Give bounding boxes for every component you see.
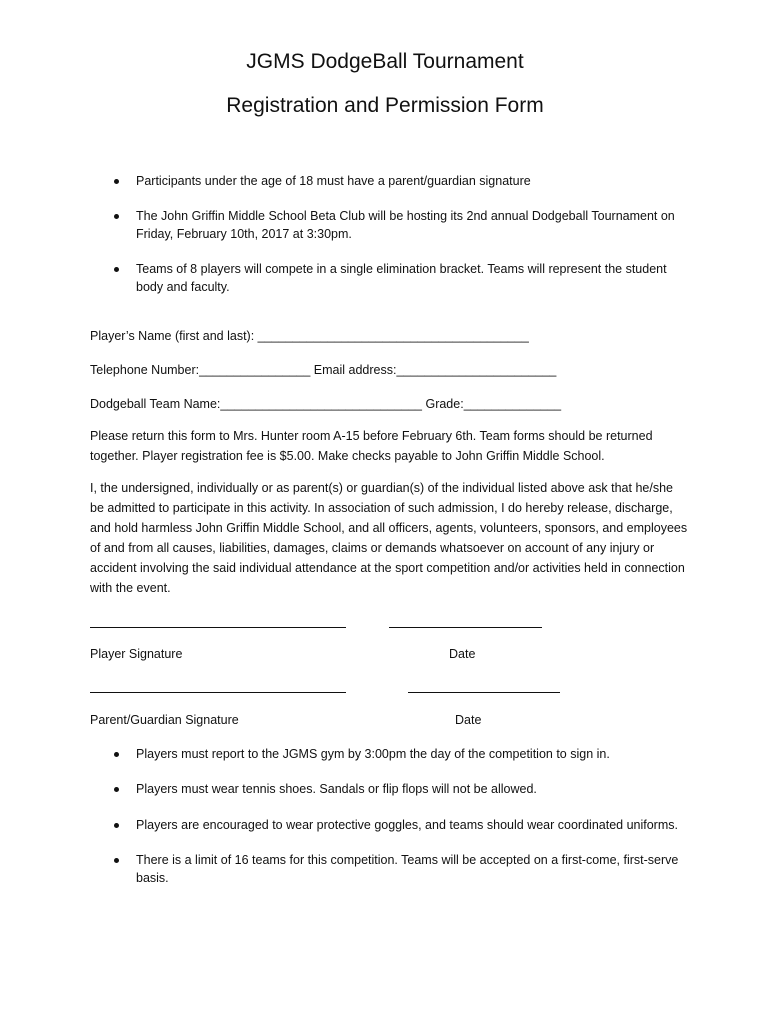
bullet-text: Players are encouraged to wear protective goggles, and teams should wear coordinated uniforms. [136, 818, 678, 832]
player-date-label: Date [449, 647, 476, 661]
bullet-icon [114, 179, 119, 184]
list-item [90, 260, 680, 296]
list-item [90, 745, 680, 763]
list-item [90, 780, 680, 798]
players-name-field[interactable]: Player’s Name (first and last): _______________________________________ [90, 329, 529, 343]
team-grade-field[interactable]: Dodgeball Team Name:_____________________________ Grade:______________ [90, 397, 562, 411]
bullet-icon [114, 267, 119, 272]
list-item [90, 851, 680, 887]
return-instructions: Please return this form to Mrs. Hunter room A-15 before February 6th. Team forms should be returned together. Player registration fee is $5.00. Make checks payable to John Griffin Middle School. [90, 429, 653, 463]
bullet-text: The John Griffin Middle School Beta Club will be hosting its 2nd annual Dodgeball Tournament on Friday, February 10th, 2017 at 3:30pm. [136, 209, 675, 241]
list-item [90, 207, 680, 243]
bullet-icon [114, 787, 119, 792]
rules-bullet-list [90, 745, 680, 887]
form-subtitle: Registration and Permission Form [226, 94, 544, 117]
player-signature-label: Player Signature [90, 647, 183, 661]
page-title: JGMS DodgeBall Tournament [246, 50, 524, 73]
bullet-icon [114, 752, 119, 757]
parent-signature-line[interactable] [90, 692, 346, 693]
parent-signature-label: Parent/Guardian Signature [90, 713, 239, 727]
bullet-text: There is a limit of 16 teams for this competition. Teams will be accepted on a first-come, first-serve basis. [136, 853, 679, 885]
player-signature-line[interactable] [90, 627, 346, 628]
bullet-icon [114, 823, 119, 828]
bullet-icon [114, 214, 119, 219]
bullet-text: Players must wear tennis shoes. Sandals or flip flops will not be allowed. [136, 782, 537, 796]
parent-date-label: Date [455, 713, 482, 727]
waiver-paragraph: I, the undersigned, individually or as parent(s) or guardian(s) of the individual listed above ask that he/she be admitted to participate in this activity. In association of such admission, I do hereby release, discharge, and hold harmless John Griffin Middle School, and all officers, agents, volunteers, sponsors, and employees of and from all causes, liabilities, damages, claims or demands whatsoever on account of any injury or accident involving the said individual attendance at the sport competition and/or activities held in connection with the event. [90, 481, 688, 595]
bullet-text: Participants under the age of 18 must have a parent/guardian signature [136, 174, 531, 188]
bullet-icon [114, 858, 119, 863]
player-date-line[interactable] [389, 627, 542, 628]
parent-date-line[interactable] [408, 692, 560, 693]
list-item [90, 816, 680, 834]
intro-bullet-list [90, 172, 680, 296]
list-item [90, 172, 680, 190]
bullet-text: Teams of 8 players will compete in a single elimination bracket. Teams will represent the student body and faculty. [136, 262, 667, 294]
phone-email-field[interactable]: Telephone Number:________________ Email address:_______________________ [90, 363, 557, 377]
bullet-text: Players must report to the JGMS gym by 3:00pm the day of the competition to sign in. [136, 747, 610, 761]
